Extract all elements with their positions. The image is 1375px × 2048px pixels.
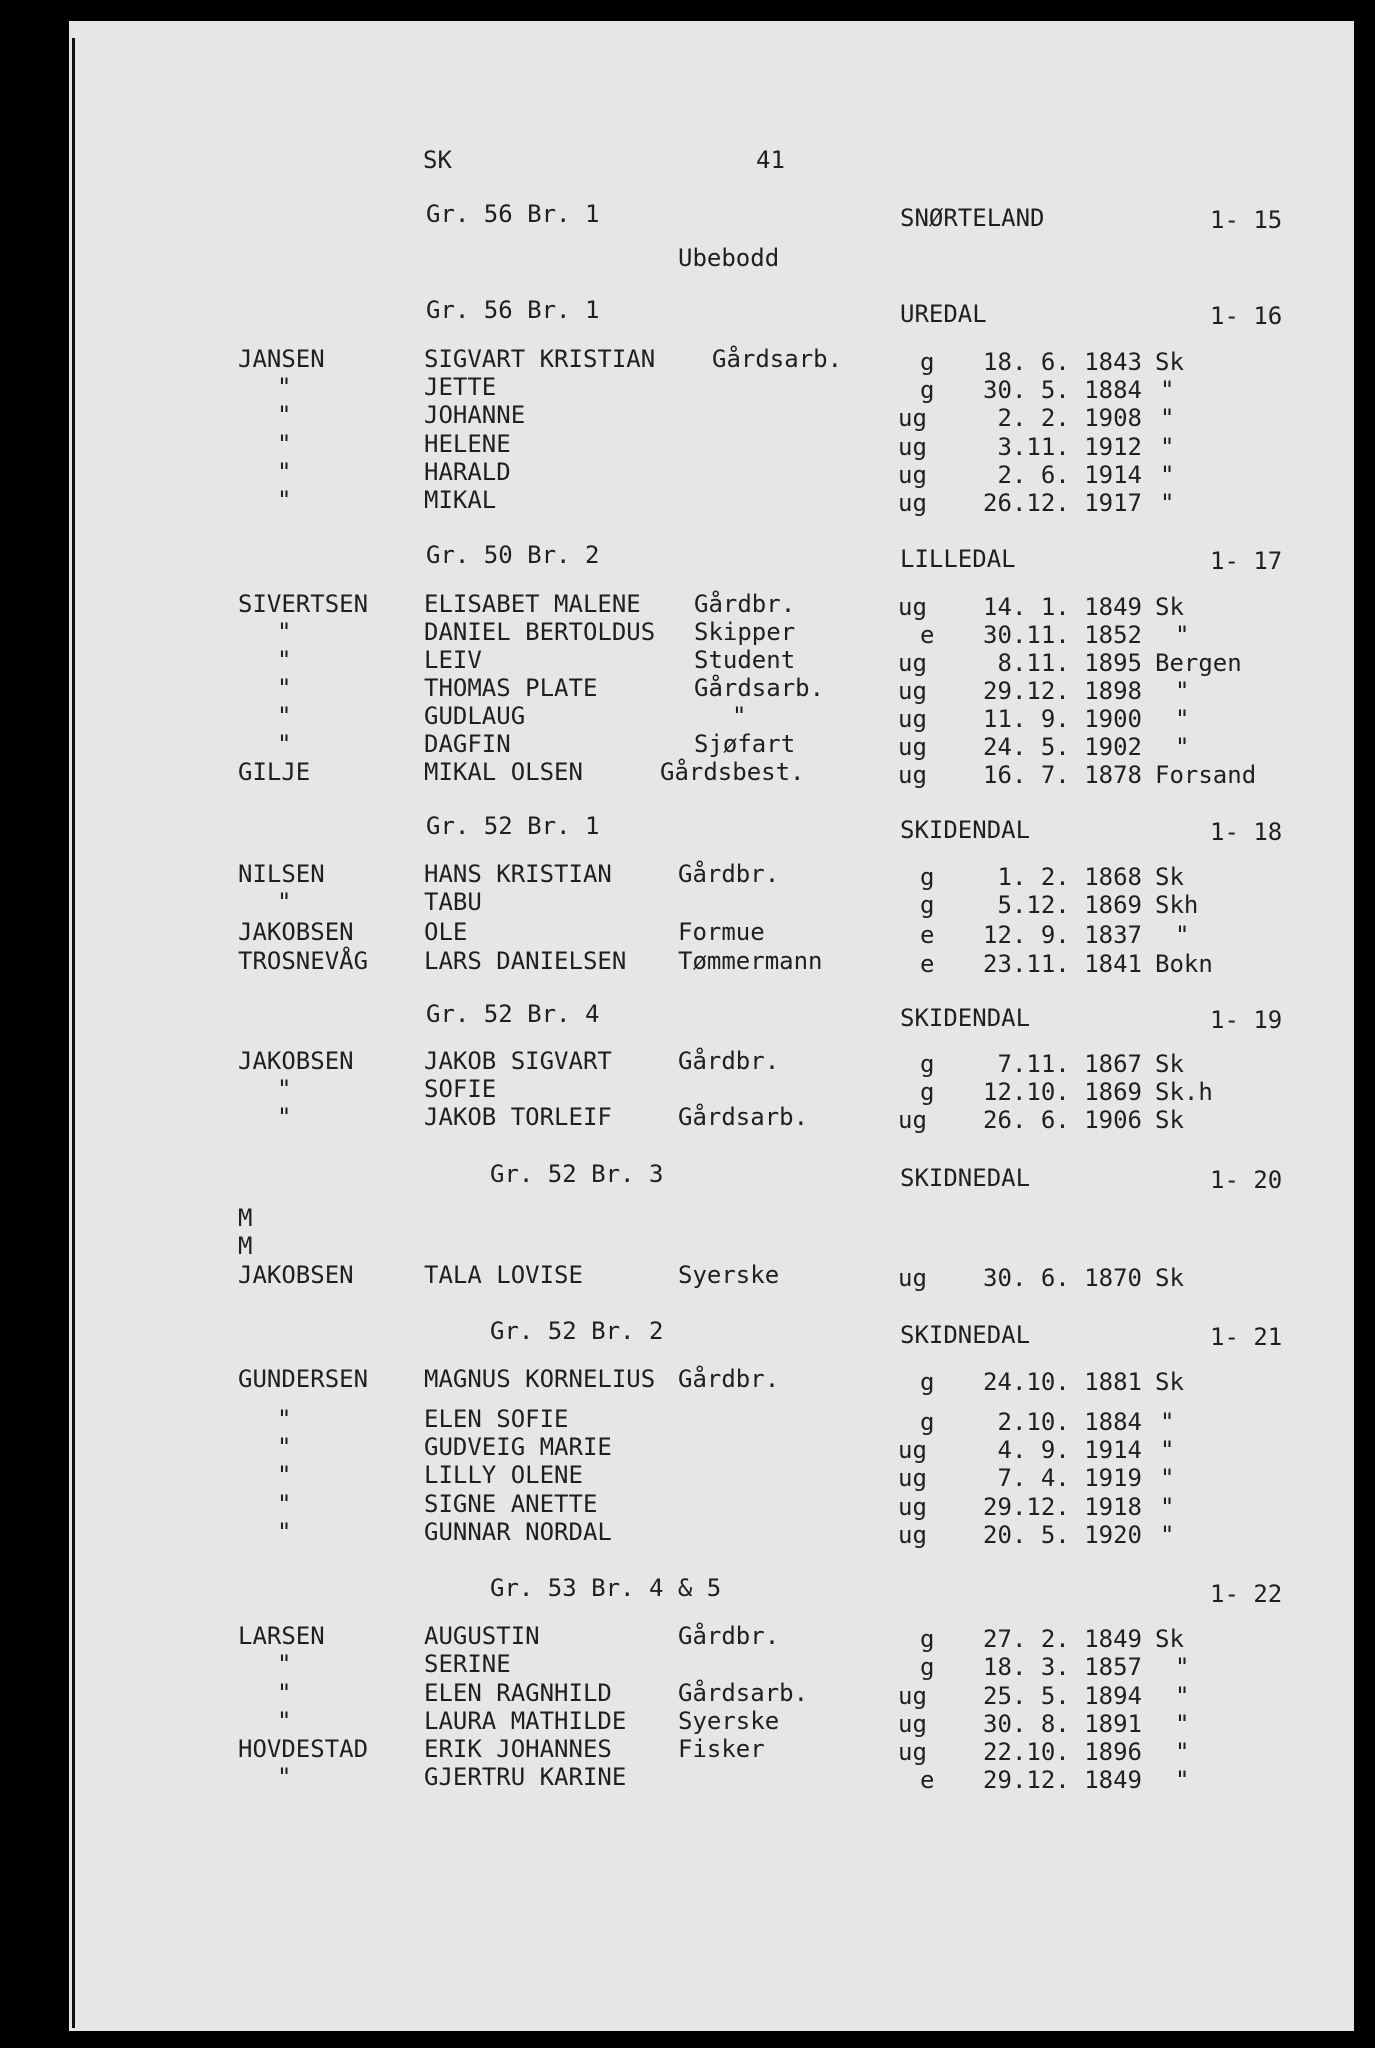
row-status: ug (898, 733, 927, 761)
row-given-name: MIKAL (424, 486, 497, 514)
row-date: 2. 2. 1908 (997, 404, 1142, 432)
section-title: Gr. 52 Br. 1 (426, 812, 600, 840)
row-place: " (1175, 1710, 1190, 1738)
row-given-name: LILLY OLENE (424, 1461, 583, 1489)
row-surname: " (277, 1518, 292, 1546)
row-given-name: ERIK JOHANNES (424, 1735, 612, 1763)
row-surname: " (277, 1103, 292, 1131)
row-date: 29.12. 1898 (983, 677, 1142, 705)
row-date: 20. 5. 1920 (983, 1521, 1142, 1549)
row-date: 29.12. 1849 (983, 1766, 1142, 1794)
row-status: g (920, 376, 935, 404)
section-place: SKIDENDAL (900, 816, 1031, 844)
row-status: ug (898, 593, 927, 621)
row-place: Sk (1155, 593, 1184, 621)
row-status: ug (898, 404, 927, 432)
row-given-name: DAGFIN (424, 730, 511, 758)
row-place: Bokn (1155, 950, 1213, 978)
margin-rule (72, 38, 75, 2028)
row-place: Sk (1155, 1625, 1184, 1653)
row-place: Forsand (1155, 761, 1257, 789)
row-occupation: Gårdbr. (678, 1622, 780, 1650)
section-place: SKIDENDAL (900, 1004, 1031, 1032)
row-place: " (1175, 621, 1190, 649)
row-surname: " (277, 1075, 292, 1103)
row-given-name: SIGVART KRISTIAN (424, 345, 656, 373)
row-occupation: Gårdsarb. (678, 1679, 809, 1707)
row-occupation: Tømmermann (678, 947, 823, 975)
row-date: 24. 5. 1902 (983, 733, 1142, 761)
row-place: Sk (1155, 348, 1184, 376)
row-status: ug (898, 1710, 927, 1738)
row-place: " (1175, 677, 1190, 705)
row-date: 18. 6. 1843 (983, 348, 1142, 376)
row-occupation: Student (694, 646, 796, 674)
row-date: 30. 6. 1870 (983, 1264, 1142, 1292)
row-given-name: ELEN RAGNHILD (424, 1679, 612, 1707)
row-given-name: DANIEL BERTOLDUS (424, 618, 656, 646)
row-status: ug (898, 1493, 927, 1521)
row-surname: " (277, 1461, 292, 1489)
row-given-name: GUDVEIG MARIE (424, 1433, 612, 1461)
row-place: " (1160, 489, 1175, 517)
row-given-name: JAKOB SIGVART (424, 1047, 612, 1075)
row-surname: " (277, 458, 292, 486)
row-occupation: Gårdbr. (678, 860, 780, 888)
row-given-name: OLE (424, 918, 468, 946)
row-surname: NILSEN (238, 860, 325, 888)
row-surname: " (277, 1679, 292, 1707)
row-status: ug (898, 1436, 927, 1464)
row-given-name: LARS DANIELSEN (424, 947, 627, 975)
row-given-name: GUNNAR NORDAL (424, 1518, 612, 1546)
row-surname: " (277, 1405, 292, 1433)
row-place: Sk (1155, 1106, 1184, 1134)
row-date: 7. 4. 1919 (997, 1464, 1142, 1492)
row-status: ug (898, 489, 927, 517)
row-status: e (920, 950, 935, 978)
row-given-name: SIGNE ANETTE (424, 1490, 598, 1518)
row-surname: " (277, 702, 292, 730)
row-given-name: HANS KRISTIAN (424, 860, 612, 888)
row-given-name: SOFIE (424, 1075, 497, 1103)
row-status: ug (898, 1682, 927, 1710)
row-surname: JAKOBSEN (238, 918, 354, 946)
row-place: " (1160, 404, 1175, 432)
row-surname: JAKOBSEN (238, 1047, 354, 1075)
row-place: " (1160, 461, 1175, 489)
row-date: 30. 5. 1884 (983, 376, 1142, 404)
row-occupation: Fisker (678, 1735, 765, 1763)
row-place: " (1160, 433, 1175, 461)
row-place: " (1175, 1653, 1190, 1681)
row-status: g (920, 348, 935, 376)
row-date: 22.10. 1896 (983, 1738, 1142, 1766)
header-code: SK (423, 146, 452, 174)
section-place: UREDAL (900, 300, 987, 328)
row-given-name: HARALD (424, 458, 511, 486)
section-title: Gr. 56 Br. 1 (426, 200, 600, 228)
row-status: e (920, 921, 935, 949)
row-status: e (920, 1766, 935, 1794)
section-number: 1- 15 (1210, 206, 1283, 234)
row-surname: LARSEN (238, 1622, 325, 1650)
row-surname: " (277, 430, 292, 458)
section-title: Gr. 56 Br. 1 (426, 296, 600, 324)
row-date: 12. 9. 1837 (983, 921, 1142, 949)
row-given-name: SERINE (424, 1650, 511, 1678)
row-date: 25. 5. 1894 (983, 1682, 1142, 1710)
row-status: g (920, 1408, 935, 1436)
row-place: Sk.h (1155, 1078, 1213, 1106)
row-occupation: " (732, 702, 747, 730)
row-surname: SIVERTSEN (238, 590, 369, 618)
row-date: 7.11. 1867 (997, 1050, 1142, 1078)
row-given-name: JAKOB TORLEIF (424, 1103, 612, 1131)
row-date: 24.10. 1881 (983, 1368, 1142, 1396)
row-surname: " (277, 1433, 292, 1461)
row-surname: GILJE (238, 758, 311, 786)
row-surname: GUNDERSEN (238, 1365, 369, 1393)
page-number: 41 (756, 146, 785, 174)
row-given-name: JETTE (424, 373, 497, 401)
row-date: 8.11. 1895 (997, 649, 1142, 677)
row-occupation: Gårdbr. (694, 590, 796, 618)
row-status: ug (898, 433, 927, 461)
row-occupation: Gårdsarb. (694, 674, 825, 702)
section-number: 1- 19 (1210, 1006, 1283, 1034)
row-given-name: ELEN SOFIE (424, 1405, 569, 1433)
row-given-name: GJERTRU KARINE (424, 1763, 627, 1791)
section-place: SKIDNEDAL (900, 1164, 1031, 1192)
row-occupation: Syerske (678, 1707, 780, 1735)
row-date: 18. 3. 1857 (983, 1653, 1142, 1681)
row-place: Skh (1155, 891, 1199, 919)
row-date: 26.12. 1917 (983, 489, 1142, 517)
row-status: ug (898, 1106, 927, 1134)
row-occupation: Gårdsarb. (678, 1103, 809, 1131)
row-date: 30. 8. 1891 (983, 1710, 1142, 1738)
row-date: 2. 6. 1914 (997, 461, 1142, 489)
row-place: " (1160, 1408, 1175, 1436)
row-date: 27. 2. 1849 (983, 1625, 1142, 1653)
section-title: Gr. 52 Br. 2 (490, 1317, 664, 1345)
row-occupation: Formue (678, 918, 765, 946)
row-occupation: Sjøfart (694, 730, 796, 758)
row-status: e (920, 621, 935, 649)
row-place: Sk (1155, 1050, 1184, 1078)
row-surname: " (277, 618, 292, 646)
row-status: g (920, 1625, 935, 1653)
row-given-name: LEIV (424, 646, 482, 674)
row-date: 16. 7. 1878 (983, 761, 1142, 789)
row-given-name: MAGNUS KORNELIUS (424, 1365, 656, 1393)
row-status: g (920, 863, 935, 891)
section-number: 1- 22 (1210, 1580, 1283, 1608)
row-status: g (920, 1368, 935, 1396)
row-status: ug (898, 761, 927, 789)
section-place: LILLEDAL (900, 545, 1016, 573)
section-number: 1- 20 (1210, 1166, 1283, 1194)
row-surname: " (277, 1650, 292, 1678)
row-place: " (1175, 921, 1190, 949)
section-title: Gr. 52 Br. 4 (426, 1000, 600, 1028)
section-place: SNØRTELAND (900, 204, 1045, 232)
row-place: " (1175, 1766, 1190, 1794)
row-status: g (920, 1050, 935, 1078)
row-place: " (1160, 1493, 1175, 1521)
row-place: " (1175, 705, 1190, 733)
row-surname: " (277, 888, 292, 916)
row-surname: TROSNEVÅG (238, 947, 369, 975)
row-surname: " (277, 373, 292, 401)
row-occupation: Gårdbr. (678, 1365, 780, 1393)
row-date: 12.10. 1869 (983, 1078, 1142, 1106)
row-occupation: Skipper (694, 618, 796, 646)
row-status: ug (898, 677, 927, 705)
row-occupation: Syerske (678, 1261, 780, 1289)
section-number: 1- 17 (1210, 547, 1283, 575)
row-given-name: MIKAL OLSEN (424, 758, 583, 786)
row-surname: " (277, 1763, 292, 1791)
row-status: g (920, 1653, 935, 1681)
section-title: Gr. 52 Br. 3 (490, 1160, 664, 1188)
section-number: 1- 18 (1210, 818, 1283, 846)
row-occupation: Gårdsarb. (712, 345, 843, 373)
row-place: " (1160, 1521, 1175, 1549)
row-date: 11. 9. 1900 (983, 705, 1142, 733)
row-surname: " (277, 646, 292, 674)
row-surname: " (277, 1707, 292, 1735)
section-place: SKIDNEDAL (900, 1321, 1031, 1349)
row-given-name: GUDLAUG (424, 702, 526, 730)
row-date: 29.12. 1918 (983, 1493, 1142, 1521)
row-surname: " (277, 1490, 292, 1518)
row-status: ug (898, 649, 927, 677)
row-given-name: JOHANNE (424, 401, 526, 429)
section-title: Gr. 53 Br. 4 & 5 (490, 1574, 722, 1602)
row-given-name: AUGUSTIN (424, 1622, 540, 1650)
row-status: ug (898, 1521, 927, 1549)
row-given-name: HELENE (424, 430, 511, 458)
row-status: ug (898, 705, 927, 733)
row-surname: " (277, 674, 292, 702)
section-number: 1- 21 (1210, 1323, 1283, 1351)
row-surname: " (277, 486, 292, 514)
row-place: " (1175, 1682, 1190, 1710)
row-status: ug (898, 1264, 927, 1292)
row-surname: " (277, 401, 292, 429)
row-place: " (1175, 1738, 1190, 1766)
row-given-name: TALA LOVISE (424, 1261, 583, 1289)
section-number: 1- 16 (1210, 302, 1283, 330)
row-place: Sk (1155, 1368, 1184, 1396)
row-status: ug (898, 1464, 927, 1492)
row-date: 23.11. 1841 (983, 950, 1142, 978)
row-date: 14. 1. 1849 (983, 593, 1142, 621)
row-date: 3.11. 1912 (997, 433, 1142, 461)
section-marker: M (238, 1232, 253, 1260)
row-date: 4. 9. 1914 (997, 1436, 1142, 1464)
row-given-name: TABU (424, 888, 482, 916)
row-place: " (1175, 733, 1190, 761)
row-surname: JAKOBSEN (238, 1261, 354, 1289)
row-given-name: LAURA MATHILDE (424, 1707, 627, 1735)
row-place: Sk (1155, 1264, 1184, 1292)
row-status: ug (898, 1738, 927, 1766)
row-date: 30.11. 1852 (983, 621, 1142, 649)
row-date: 1. 2. 1868 (997, 863, 1142, 891)
row-surname: HOVDESTAD (238, 1735, 369, 1763)
row-place: Bergen (1155, 649, 1242, 677)
section-marker: M (238, 1204, 253, 1232)
row-date: 2.10. 1884 (997, 1408, 1142, 1436)
row-surname: JANSEN (238, 345, 325, 373)
section-title: Gr. 50 Br. 2 (426, 541, 600, 569)
row-occupation: Gårdbr. (678, 1047, 780, 1075)
row-date: 26. 6. 1906 (983, 1106, 1142, 1134)
row-given-name: THOMAS PLATE (424, 674, 598, 702)
row-place: " (1160, 1464, 1175, 1492)
row-occupation: Gårdsbest. (660, 758, 805, 786)
row-status: ug (898, 461, 927, 489)
row-place: Sk (1155, 863, 1184, 891)
row-date: 5.12. 1869 (997, 891, 1142, 919)
row-place: " (1160, 1436, 1175, 1464)
row-place: " (1160, 376, 1175, 404)
row-status: g (920, 1078, 935, 1106)
row-surname: " (277, 730, 292, 758)
section-note: Ubebodd (678, 244, 780, 272)
row-status: g (920, 891, 935, 919)
row-given-name: ELISABET MALENE (424, 590, 641, 618)
